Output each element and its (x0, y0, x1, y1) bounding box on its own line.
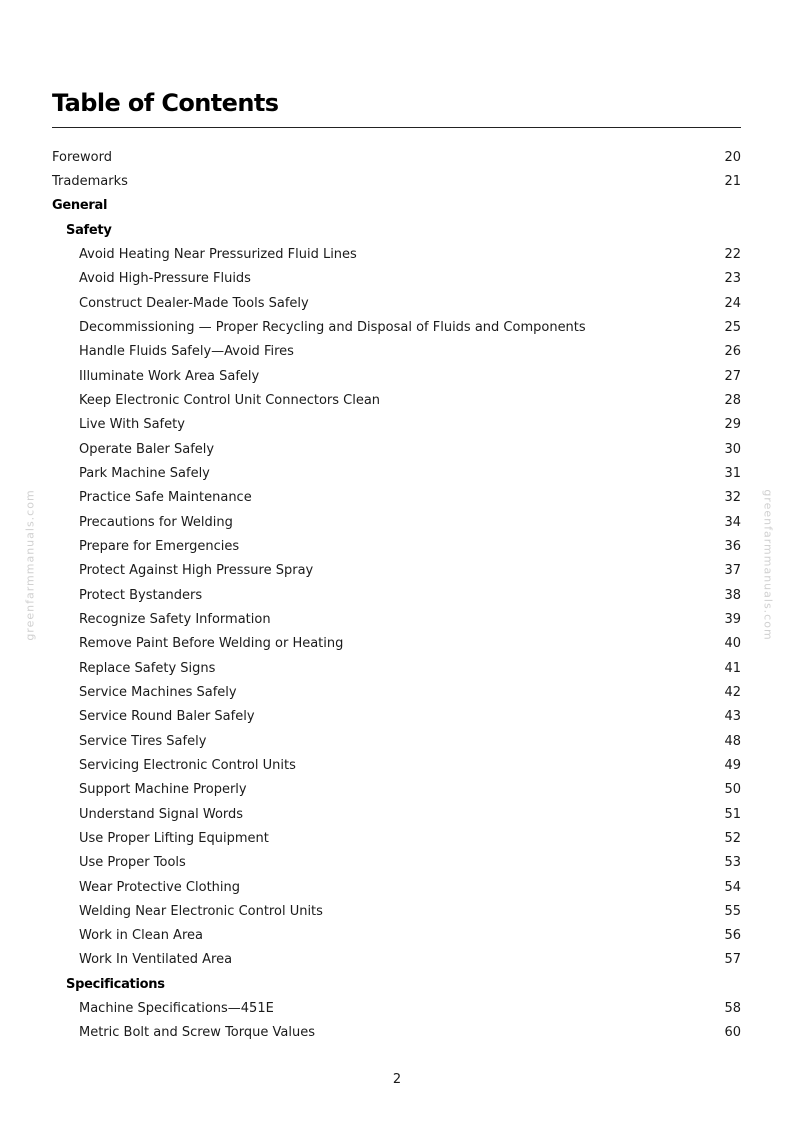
toc-entry-title: Work In Ventilated Area (79, 952, 233, 968)
toc-entry[interactable] (52, 340, 741, 364)
toc-entry-title: Welding Near Electronic Control Units (79, 903, 323, 919)
toc-entry-page-number: 39 (724, 611, 741, 627)
toc-entry-page-number: 20 (724, 149, 741, 165)
toc-entry[interactable] (52, 510, 741, 534)
toc-entry-title: Work in Clean Area (79, 928, 203, 944)
toc-entry[interactable] (52, 145, 741, 169)
toc-entry[interactable] (52, 656, 741, 680)
toc-entry[interactable] (52, 169, 741, 193)
toc-entry[interactable] (52, 802, 741, 826)
toc-entry-page-number: 43 (724, 709, 741, 725)
toc-entry[interactable] (52, 364, 741, 388)
toc-entry[interactable] (52, 753, 741, 777)
toc-section-heading (52, 194, 741, 218)
toc-entry-page-number: 52 (724, 830, 741, 846)
toc-entry-page-number: 58 (724, 1001, 741, 1017)
toc-entry[interactable] (52, 705, 741, 729)
toc-entry[interactable] (52, 413, 741, 437)
toc-entry[interactable] (52, 583, 741, 607)
toc-entry[interactable] (52, 461, 741, 485)
toc-entry-title: Service Round Baler Safely (79, 709, 255, 725)
toc-entry[interactable] (52, 680, 741, 704)
toc-entry-page-number: 57 (724, 952, 741, 968)
toc-entry-page-number: 37 (724, 563, 741, 579)
toc-entry-title: Service Tires Safely (79, 733, 207, 749)
toc-entry-page-number: 21 (724, 173, 741, 189)
watermark-left: greenfarmmanuals.com (23, 489, 37, 641)
toc-entry[interactable] (52, 315, 741, 339)
toc-entry-title: Use Proper Lifting Equipment (79, 830, 269, 846)
toc-entry-page-number: 26 (724, 344, 741, 360)
toc-entry-page-number: 22 (724, 246, 741, 262)
toc-entry-title: Foreword (52, 149, 112, 165)
toc-entry-title: Avoid High-Pressure Fluids (79, 271, 251, 287)
toc-entry-page-number: 42 (724, 684, 741, 700)
toc-entry-page-number: 31 (724, 465, 741, 481)
toc-entry-page-number: 49 (724, 757, 741, 773)
toc-entry-title: Practice Safe Maintenance (79, 490, 252, 506)
toc-entry-page-number: 25 (724, 319, 741, 335)
toc-entry-page-number: 60 (724, 1025, 741, 1041)
toc-entry-title: Avoid Heating Near Pressurized Fluid Lines (79, 246, 357, 262)
toc-entry-title: Keep Electronic Control Unit Connectors Clean (79, 392, 381, 408)
toc-entry[interactable] (52, 632, 741, 656)
toc-entry-title: Understand Signal Words (79, 806, 244, 822)
toc-entry[interactable] (52, 851, 741, 875)
toc-entry-title: Specifications (66, 976, 165, 992)
toc-entry-title: Servicing Electronic Control Units (79, 757, 296, 773)
toc-entry[interactable] (52, 437, 741, 461)
toc-entry-page-number: 54 (724, 879, 741, 895)
toc-entry-page-number: 30 (724, 441, 741, 457)
toc-entry-title: Recognize Safety Information (79, 611, 271, 627)
toc-entry-page-number: 34 (724, 514, 741, 530)
toc-entry-page-number: 51 (724, 806, 741, 822)
toc-entry[interactable] (52, 875, 741, 899)
toc-entry-page-number: 27 (724, 368, 741, 384)
toc-entry-page-number: 28 (724, 392, 741, 408)
toc-section-heading (52, 972, 741, 996)
watermark-right: greenfarmmanuals.com (761, 489, 775, 641)
toc-entry[interactable] (52, 242, 741, 266)
toc-entry-title: Support Machine Properly (79, 782, 247, 798)
toc-entry[interactable] (52, 826, 741, 850)
toc-entry-page-number: 38 (724, 587, 741, 603)
toc-entry[interactable] (52, 534, 741, 558)
toc-entry[interactable] (52, 486, 741, 510)
toc-entry-title: Construct Dealer-Made Tools Safely (79, 295, 309, 311)
toc-entry[interactable] (52, 607, 741, 631)
toc-entry-title: Illuminate Work Area Safely (79, 368, 260, 384)
toc-entry-title: Use Proper Tools (79, 855, 186, 871)
toc-entry-title: Decommissioning — Proper Recycling and Disposal of Fluids and Components (79, 319, 586, 335)
toc-entry-page-number: 56 (724, 928, 741, 944)
toc-entry-page-number: 55 (724, 903, 741, 919)
toc-entry-page-number: 24 (724, 295, 741, 311)
toc-entry-page-number: 48 (724, 733, 741, 749)
title-divider (52, 127, 741, 128)
toc-entry-title: Wear Protective Clothing (79, 879, 241, 895)
toc-entry-title: Prepare for Emergencies (79, 538, 240, 554)
toc-entry[interactable] (52, 1021, 741, 1045)
toc-entry-title: Protect Against High Pressure Spray (79, 563, 314, 579)
toc-entry[interactable] (52, 948, 741, 972)
toc-entry-page-number: 36 (724, 538, 741, 554)
toc-entry-title: Operate Baler Safely (79, 441, 215, 457)
toc-entry[interactable] (52, 291, 741, 315)
toc-entry-title: Protect Bystanders (79, 587, 203, 603)
toc-entry-page-number: 40 (724, 636, 741, 652)
toc-list (52, 145, 741, 1045)
toc-entry[interactable] (52, 729, 741, 753)
toc-section-heading (52, 218, 741, 242)
toc-entry-page-number: 29 (724, 417, 741, 433)
toc-entry[interactable] (52, 267, 741, 291)
toc-entry-page-number: 23 (724, 271, 741, 287)
toc-entry-title: Handle Fluids Safely—Avoid Fires (79, 344, 294, 360)
toc-entry[interactable] (52, 924, 741, 948)
toc-entry-title: Service Machines Safely (79, 684, 237, 700)
toc-entry-page-number: 53 (724, 855, 741, 871)
toc-entry-title: General (52, 198, 108, 214)
toc-entry-title: Precautions for Welding (79, 514, 233, 530)
toc-entry-page-number: 41 (724, 660, 741, 676)
page-title: Table of Contents (52, 89, 279, 117)
toc-entry-title: Remove Paint Before Welding or Heating (79, 636, 344, 652)
toc-entry-title: Replace Safety Signs (79, 660, 216, 676)
toc-entry[interactable] (52, 778, 741, 802)
toc-entry[interactable] (52, 899, 741, 923)
toc-entry-title: Safety (66, 222, 112, 238)
toc-entry-page-number: 32 (724, 490, 741, 506)
toc-entry-title: Park Machine Safely (79, 465, 210, 481)
toc-entry-title: Machine Specifications—451E (79, 1001, 274, 1017)
toc-entry-title: Trademarks (52, 173, 128, 189)
toc-entry-page-number: 50 (724, 782, 741, 798)
toc-entry[interactable] (52, 996, 741, 1020)
toc-entry-title: Metric Bolt and Screw Torque Values (79, 1025, 315, 1041)
toc-entry[interactable] (52, 559, 741, 583)
page-number: 2 (392, 1072, 402, 1087)
toc-entry[interactable] (52, 388, 741, 412)
toc-entry-title: Live With Safety (79, 417, 185, 433)
